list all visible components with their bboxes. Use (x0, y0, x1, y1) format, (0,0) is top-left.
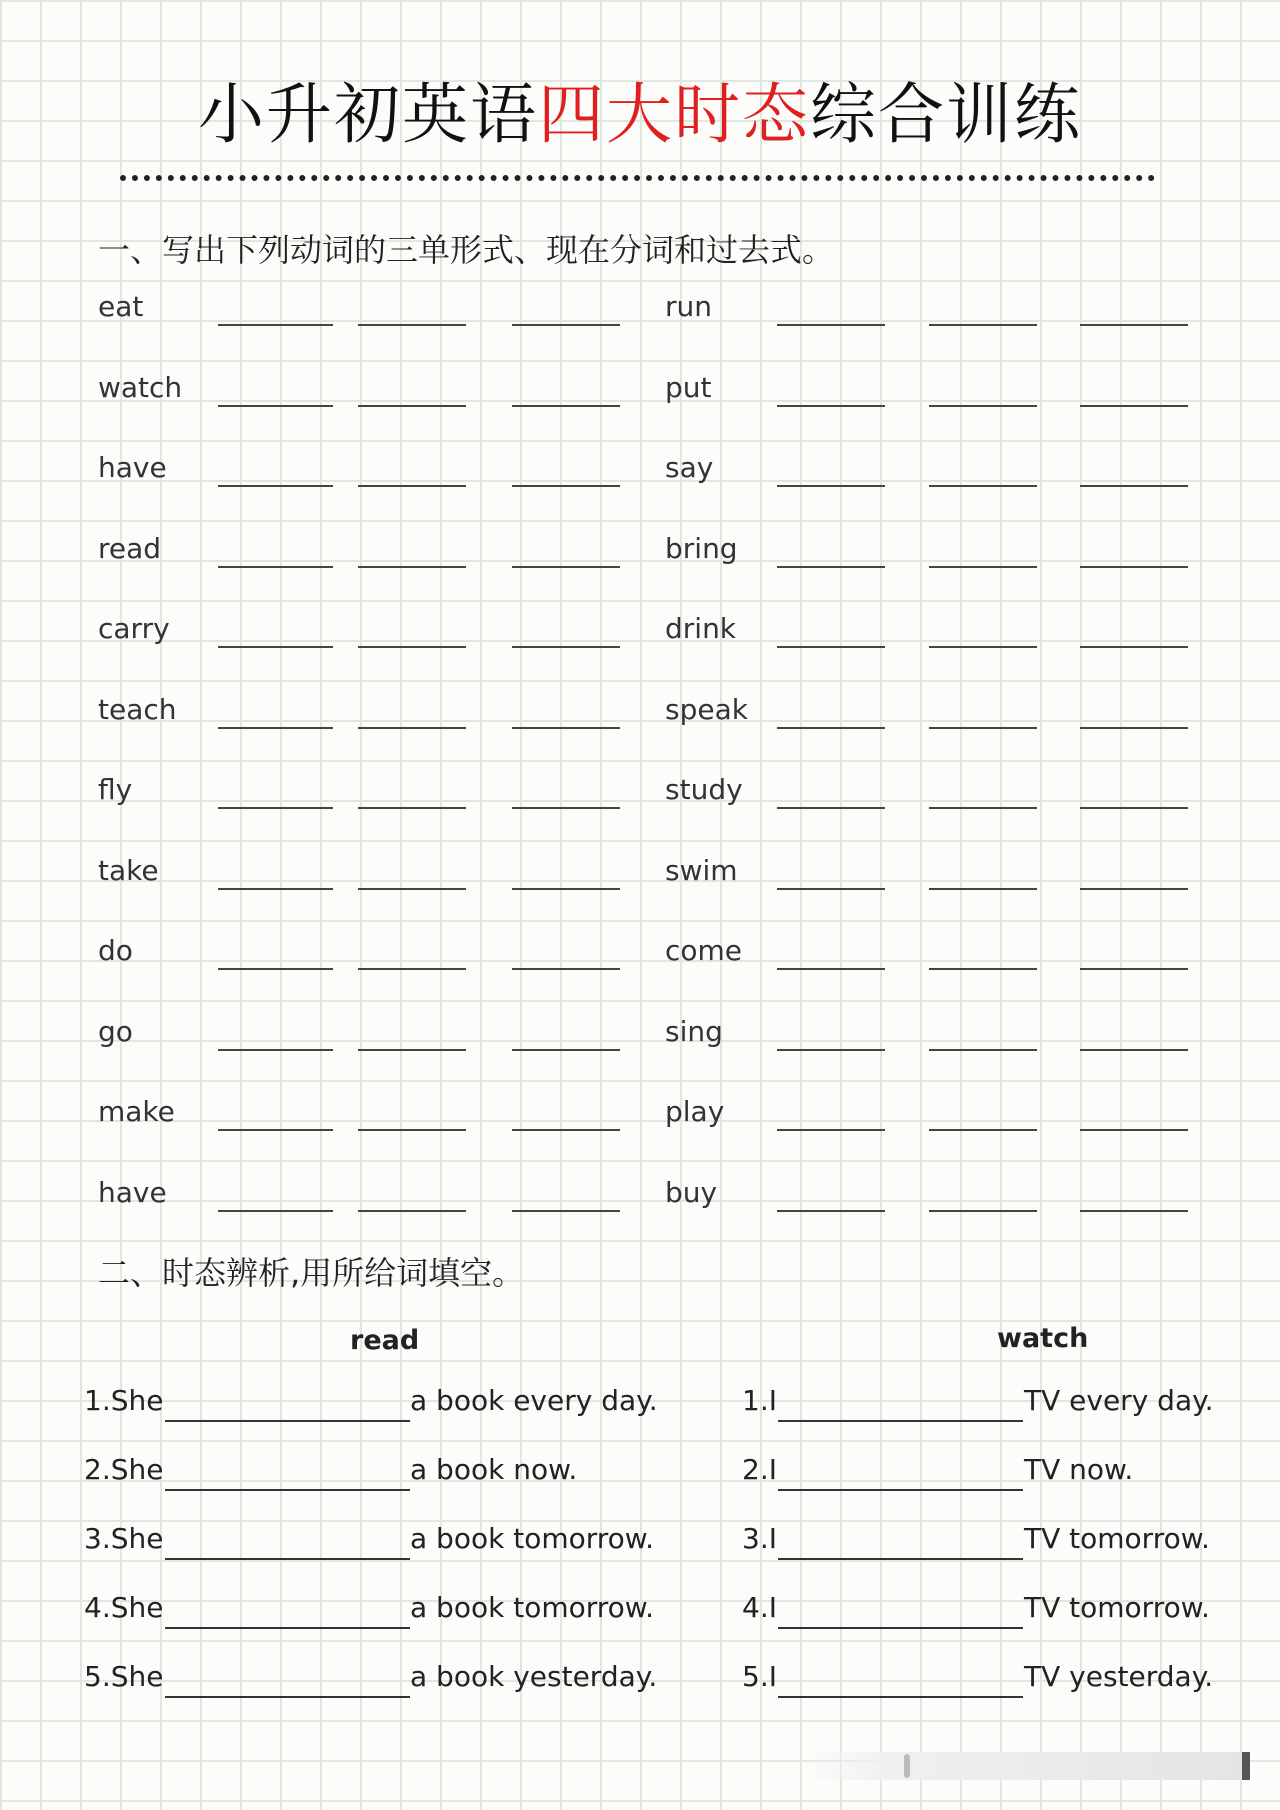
answer-blank[interactable] (929, 324, 1037, 326)
sentence-blank[interactable] (778, 1627, 1023, 1629)
scrollbar[interactable] (800, 1752, 1250, 1780)
sentence-left-rest: a book every day. (410, 1384, 658, 1417)
answer-blank[interactable] (218, 888, 333, 890)
vocab-row (0, 767, 1280, 817)
sentence-blank[interactable] (165, 1558, 410, 1560)
answer-blank[interactable] (929, 646, 1037, 648)
answer-blank[interactable] (358, 485, 466, 487)
vocab-word-left: watch (98, 370, 183, 404)
sentence-left-rest: a book now. (410, 1453, 578, 1486)
vocab-word-right: play (665, 1095, 725, 1128)
sentence-right-subject: 2.I (742, 1453, 777, 1486)
answer-blank[interactable] (218, 405, 333, 407)
vocab-word-right: come (665, 934, 743, 967)
answer-blank[interactable] (777, 1210, 885, 1212)
answer-blank[interactable] (929, 485, 1037, 487)
answer-blank[interactable] (218, 1129, 333, 1131)
sentence-row (0, 1518, 1280, 1568)
answer-blank[interactable] (218, 968, 333, 970)
answer-blank[interactable] (218, 1049, 333, 1051)
vocab-word-right: put (665, 370, 712, 404)
answer-blank[interactable] (358, 1049, 466, 1051)
answer-blank[interactable] (358, 405, 466, 407)
answer-blank[interactable] (218, 646, 333, 648)
scrollbar-thumb[interactable] (1242, 1752, 1250, 1780)
answer-blank[interactable] (218, 1210, 333, 1212)
right-verb-label: watch (997, 1323, 1089, 1354)
answer-blank[interactable] (1080, 324, 1188, 326)
title-part1: 小升初英语 (198, 76, 538, 153)
vocab-word-right: swim (665, 853, 738, 887)
vocab-row (0, 1170, 1280, 1220)
vocab-word-left: go (98, 1014, 133, 1048)
vocab-word-right: say (665, 451, 714, 484)
sentence-blank[interactable] (778, 1696, 1023, 1698)
vocab-word-right: drink (665, 612, 737, 645)
vocab-word-left: take (98, 853, 159, 887)
sentence-right-rest: TV now. (1024, 1453, 1134, 1486)
answer-blank[interactable] (512, 807, 620, 809)
vocab-row (0, 1009, 1280, 1059)
answer-blank[interactable] (512, 1210, 620, 1212)
answer-blank[interactable] (777, 405, 885, 407)
sentence-right-rest: TV every day. (1024, 1384, 1214, 1417)
sentence-left-rest: a book yesterday. (410, 1660, 658, 1693)
vocab-word-right: speak (665, 692, 748, 726)
answer-blank[interactable] (1080, 1210, 1188, 1212)
section2-heading: 二、时态辨析,用所给词填空。 (98, 1254, 525, 1292)
answer-blank[interactable] (512, 485, 620, 487)
answer-blank[interactable] (1080, 807, 1188, 809)
answer-blank[interactable] (358, 888, 466, 890)
title-part3: 综合训练 (810, 76, 1082, 153)
vocab-row (0, 928, 1280, 978)
answer-blank[interactable] (512, 646, 620, 648)
sentence-right-rest: TV yesterday. (1024, 1660, 1214, 1693)
answer-blank[interactable] (777, 566, 885, 568)
sentence-right-subject: 3.I (742, 1522, 777, 1555)
answer-blank[interactable] (218, 485, 333, 487)
answer-blank[interactable] (777, 485, 885, 487)
vocab-row (0, 606, 1280, 656)
vocab-word-left: teach (98, 692, 177, 726)
answer-blank[interactable] (218, 324, 333, 326)
sentence-left-rest: a book tomorrow. (410, 1522, 655, 1555)
answer-blank[interactable] (1080, 1129, 1188, 1131)
vocab-word-left: have (98, 1175, 167, 1209)
answer-blank[interactable] (358, 807, 466, 809)
dotted-divider (120, 175, 1155, 181)
sentence-blank[interactable] (778, 1558, 1023, 1560)
scroll-marker (904, 1754, 910, 1778)
answer-blank[interactable] (1080, 968, 1188, 970)
answer-blank[interactable] (777, 1129, 885, 1131)
sentence-blank[interactable] (165, 1627, 410, 1629)
vocab-row (0, 687, 1280, 737)
answer-blank[interactable] (358, 968, 466, 970)
vocab-word-left: carry (98, 612, 170, 645)
sentence-row (0, 1449, 1280, 1499)
answer-blank[interactable] (929, 807, 1037, 809)
sentence-right-subject: 1.I (742, 1384, 777, 1417)
sentence-blank[interactable] (778, 1489, 1023, 1491)
answer-blank[interactable] (358, 1129, 466, 1131)
answer-blank[interactable] (1080, 405, 1188, 407)
answer-blank[interactable] (512, 1049, 620, 1051)
answer-blank[interactable] (777, 888, 885, 890)
answer-blank[interactable] (929, 1049, 1037, 1051)
vocab-word-right: run (665, 290, 713, 323)
vocab-row (0, 1089, 1280, 1139)
vocab-word-right: study (665, 773, 743, 806)
answer-blank[interactable] (777, 324, 885, 326)
answer-blank[interactable] (929, 888, 1037, 890)
sentence-left-subject: 1.She (84, 1384, 164, 1417)
sentence-row (0, 1656, 1280, 1706)
sentence-blank[interactable] (165, 1420, 410, 1422)
vocab-row (0, 848, 1280, 898)
sentence-row (0, 1587, 1280, 1637)
answer-blank[interactable] (929, 566, 1037, 568)
answer-blank[interactable] (1080, 566, 1188, 568)
sentence-blank[interactable] (778, 1420, 1023, 1422)
vocab-word-left: eat (98, 290, 144, 323)
answer-blank[interactable] (777, 968, 885, 970)
sentence-right-rest: TV tomorrow. (1024, 1591, 1210, 1624)
answer-blank[interactable] (512, 405, 620, 407)
vocab-word-left: fly (98, 773, 133, 806)
sentence-blank[interactable] (165, 1489, 410, 1491)
vocab-row (0, 284, 1280, 334)
title-highlight: 四大时态 (538, 76, 810, 153)
sentence-left-rest: a book tomorrow. (410, 1591, 655, 1624)
answer-blank[interactable] (929, 405, 1037, 407)
left-verb-label: read (350, 1325, 420, 1356)
answer-blank[interactable] (929, 968, 1037, 970)
answer-blank[interactable] (777, 807, 885, 809)
answer-blank[interactable] (358, 727, 466, 729)
answer-blank[interactable] (218, 727, 333, 729)
sentence-right-subject: 4.I (742, 1591, 777, 1624)
sentence-right-subject: 5.I (742, 1660, 777, 1693)
answer-blank[interactable] (1080, 485, 1188, 487)
vocab-word-right: bring (665, 531, 738, 565)
answer-blank[interactable] (358, 566, 466, 568)
answer-blank[interactable] (512, 324, 620, 326)
answer-blank[interactable] (358, 646, 466, 648)
page-title (0, 70, 1280, 160)
answer-blank[interactable] (929, 1129, 1037, 1131)
vocab-row (0, 365, 1280, 415)
answer-blank[interactable] (512, 1129, 620, 1131)
answer-blank[interactable] (1080, 888, 1188, 890)
vocab-word-right: sing (665, 1014, 723, 1048)
sentence-right-rest: TV tomorrow. (1024, 1522, 1210, 1555)
sentence-row (0, 1380, 1280, 1430)
vocab-row (0, 445, 1280, 495)
answer-blank[interactable] (929, 1210, 1037, 1212)
sentence-left-subject: 2.She (84, 1453, 164, 1486)
vocab-word-left: read (98, 531, 162, 565)
vocab-row (0, 526, 1280, 576)
answer-blank[interactable] (777, 1049, 885, 1051)
answer-blank[interactable] (512, 968, 620, 970)
sentence-left-subject: 3.She (84, 1522, 164, 1555)
answer-blank[interactable] (929, 727, 1037, 729)
answer-blank[interactable] (1080, 1049, 1188, 1051)
vocab-word-left: make (98, 1095, 175, 1128)
sentence-left-subject: 4.She (84, 1591, 164, 1624)
answer-blank[interactable] (218, 807, 333, 809)
sentence-left-subject: 5.She (84, 1660, 164, 1693)
vocab-word-left: have (98, 451, 167, 484)
sentence-blank[interactable] (165, 1696, 410, 1698)
answer-blank[interactable] (358, 1210, 466, 1212)
answer-blank[interactable] (218, 566, 333, 568)
vocab-word-left: do (98, 934, 133, 967)
answer-blank[interactable] (512, 888, 620, 890)
answer-blank[interactable] (1080, 727, 1188, 729)
vocab-word-right: buy (665, 1175, 718, 1209)
answer-blank[interactable] (358, 324, 466, 326)
answer-blank[interactable] (512, 727, 620, 729)
answer-blank[interactable] (512, 566, 620, 568)
answer-blank[interactable] (777, 646, 885, 648)
answer-blank[interactable] (777, 727, 885, 729)
answer-blank[interactable] (1080, 646, 1188, 648)
section1-heading: 一、写出下列动词的三单形式、现在分词和过去式。 (98, 231, 835, 269)
